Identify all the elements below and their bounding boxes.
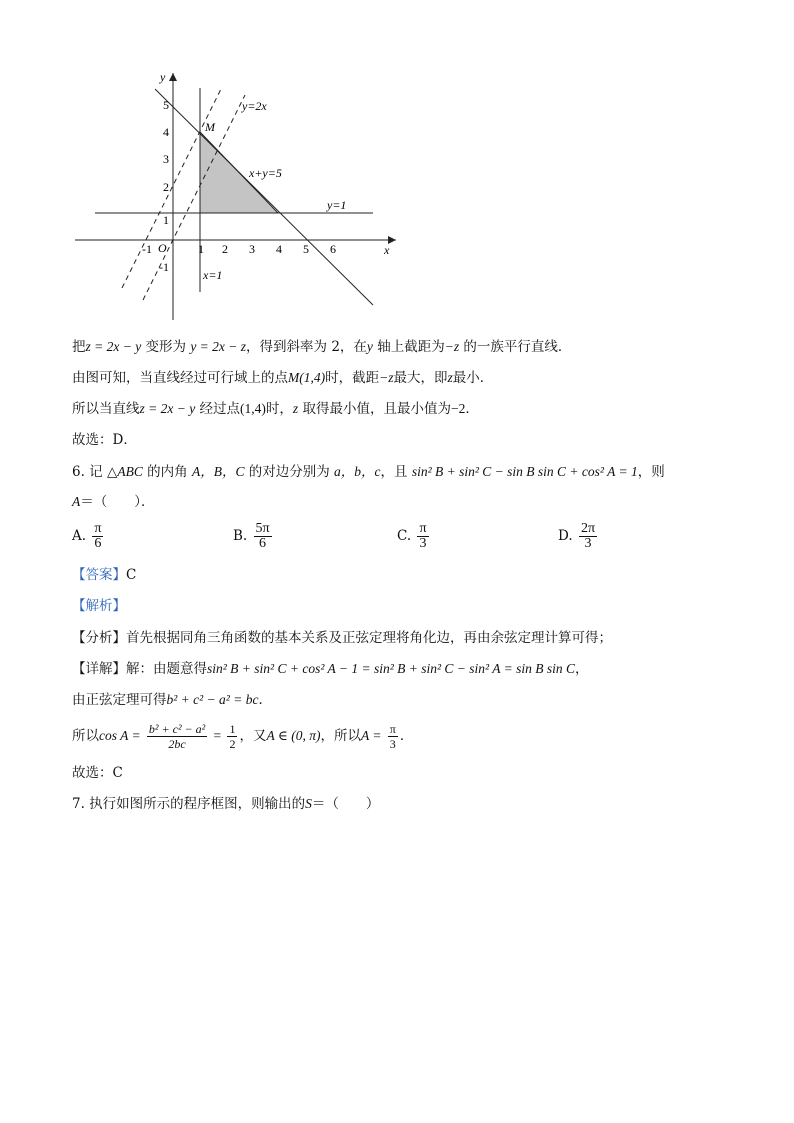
question-7: 7. 执行如图所示的程序框图，则输出的S＝（ ） [72,796,380,812]
option-d[interactable]: D. $\frac{2\pi}{3}$ [558,521,596,551]
tick-y-4: 4 [163,125,169,139]
analysis-label: 【解析】 [72,598,126,614]
label-y-2x: y=2x [242,99,267,113]
tick-x-2: 2 [222,242,228,256]
answer-label: 【答案】C [72,567,137,583]
xiangjie-line: 【详解】解：由题意得sin² B + sin² C + cos² A − 1 = sin² B + sin² C − sin² A = sin B sin C， [72,661,589,677]
tick-y-1: 1 [163,213,169,227]
para-conclusion: 所以当直线z = 2x − y 经过点(1,4)时，z 取得最小值，且最小值为−2． [72,401,479,417]
label-x-plus-y-5: x+y=5 [249,166,282,180]
label-x-1: x=1 [203,268,223,282]
tick-x-4: 4 [276,242,282,256]
tick-y-neg1: -1 [159,260,169,274]
fenxi-line: 【分析】首先根据同角三角函数的基本关系及正弦定理将角化边，再由余弦定理计算可得； [72,630,612,646]
question-6-line2: A＝（ ）． [72,494,155,510]
cos-a-line: 所以cos A = $\frac{\text{b² + c² − a²}}{2bc}$ = $\frac{1}{2}$ ，又A ∈ (0, π)，所以A = $\frac{\pi}{3}$ ． [72,722,414,751]
tick-y-5: 5 [163,98,169,112]
y-axis-arrow [169,73,177,81]
x-axis-label: x [384,243,390,257]
line-x-plus-y-5 [155,89,373,305]
point-m-label: M [205,120,215,134]
tick-x-3: 3 [249,242,255,256]
option-a[interactable]: A. $\frac{\pi}{6}$ [72,521,102,551]
option-c[interactable]: C. $\frac{\pi}{3}$ [397,521,427,551]
tick-y-2: 2 [163,180,169,194]
answer-d: 故选：D． [72,432,137,448]
answer-c: 故选：C [72,765,123,781]
tick-x-5: 5 [303,242,309,256]
tick-y-3: 3 [163,152,169,166]
origin-label: O [158,241,167,255]
tick-x-1: 1 [198,242,204,256]
label-y-1: y=1 [327,198,347,212]
para-from-graph: 由图可知，当直线经过可行域上的点M(1,4)时，截距−z最大，即z最小． [72,370,494,386]
y-axis-label: y [160,70,166,84]
tick-x-neg1: -1 [142,242,152,256]
para-transform: 把z = 2x − y 变形为 y = 2x − z，得到斜率为 2，在y 轴上截距为−z 的一族平行直线． [72,339,572,355]
tick-x-6: 6 [330,242,336,256]
law-of-sines-line: 由正弦定理可得b² + c² − a² = bc． [72,692,272,708]
feasible-region-graph [0,0,794,330]
question-6: 6. 记 △ABC 的内角 A，B，C 的对边分别为 a，b，c，且 sin² B + sin² C − sin B sin C + cos² A = 1，则 [72,464,665,480]
option-b[interactable]: B. $\frac{5\pi}{6}$ [233,521,270,551]
